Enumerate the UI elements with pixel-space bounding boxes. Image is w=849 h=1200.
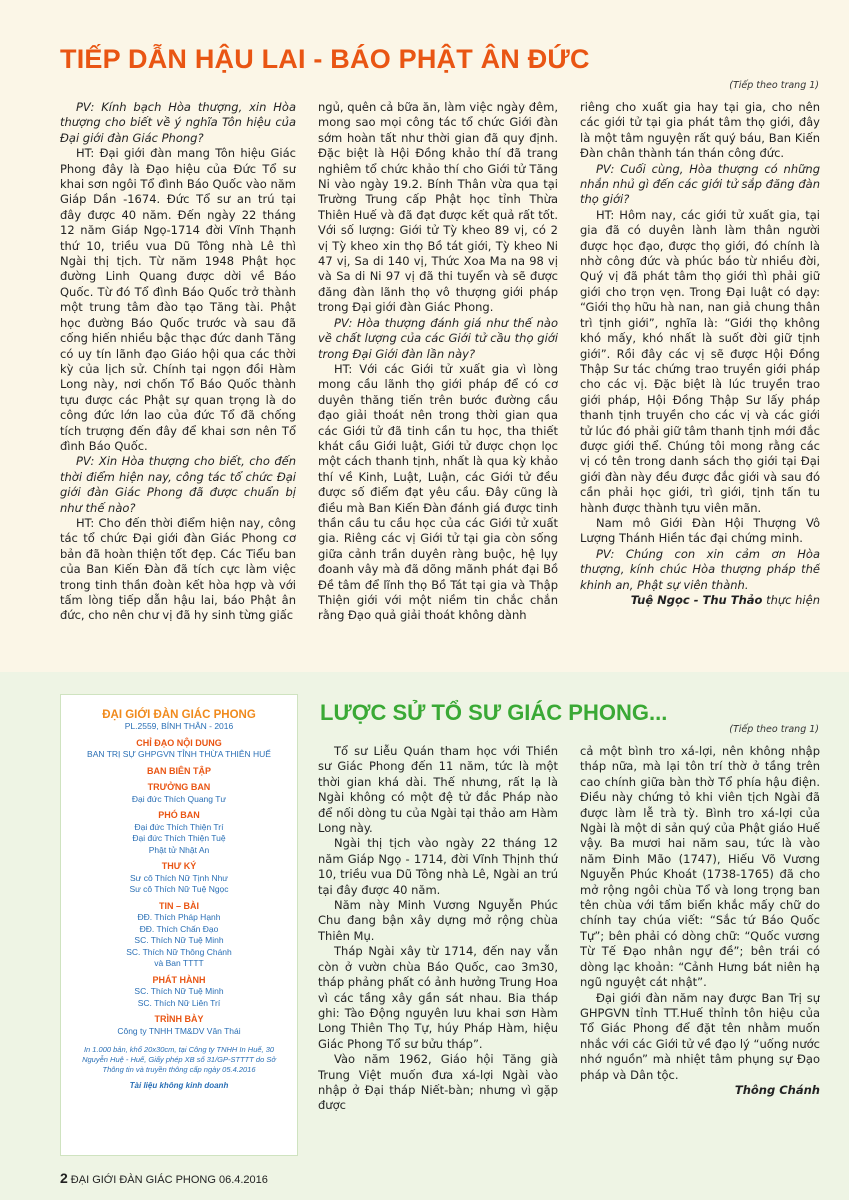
paragraph: ngủ, quên cả bữa ăn, làm việc ngày đêm, mong sao mọi công tác tổ chức Giới đàn sớm hoàn tất như thời gian đã quy định. Đặc biệt là Hội Đồng khảo thí đã trang nghiêm tổ chức khảo thí cho Giới tử Tăng Ni vào ngày 19.2. Bính Thân vừa qua tại Trường Trung cấp Phật học tỉnh Thừa Thiên Huế và đã đạt được kết quả rất tốt. Với số lượng: Giới tử Tỳ kheo 89 vị, có 2 vị Tỳ kheo xin thọ Bồ tát giới, Tỳ kheo Ni 47 vị, Sa di 140 vị, Thức Xoa Ma na 98 vị và Sa di Ni 97 vị đã thi tuyển và sẽ được đăng đàn lãnh thọ vô thượng giới pháp trong Đại giới đàn Giác Phong. [318,100,558,315]
paragraph: Ngài thị tịch vào ngày 22 tháng 12 năm Giáp Ngọ - 1714, đời Vĩnh Thịnh thứ 10, triều vua Dũ Tông nhà Lê, Ngài an trú tại đây được 40 năm. [318,836,558,897]
article1-column-1 [60,100,296,666]
infobox-section-line: Phật tử Nhật An [148,844,210,855]
paragraph: PV: Cuối cùng, Hòa thượng có những nhắn nhủ gì đến các giới tử sắp đăng đàn thọ giới? [580,161,820,207]
infobox-print-note: In 1.000 bản, khổ 20x30cm, tại Công ty TNHH In Huế, 30 Nguyễn Huệ - Huế, Giấy phép XB số 31/GP-STTTT do Sở Thông tin và truyền thông cấp ngày 05.4.2016 [82,1045,276,1074]
article2-title: LƯỢC SỬ TỔ SƯ GIÁC PHONG... [320,700,668,725]
infobox-section-heading: PHÓ BAN [158,810,200,820]
infobox-section-line: và Ban TTTT [154,958,204,968]
article2-column-2 [580,744,820,1154]
paragraph: Năm này Minh Vương Nguyễn Phúc Chu đang bận xây dựng mở rộng chùa Thiên Mụ. [318,898,558,943]
paragraph: cả một bình tro xá-lợi, nên không nhập tháp nữa, mà lại tôn trí thờ ở tầng trên cao chính giữa bàn thờ Tổ phía hậu điện. Điều này chứng tỏ khi viên tịch Ngài đã được làm lễ trà tỳ. Bình tro xá-lợi của Ngài là một di sản quý của Phật giáo Huế vậy. Ba mươi hai năm sau, tức là vào năm Đinh Mão (1747), Hiếu Võ Vương Nguyễn Phúc Khoát (1738-1765) đã cho mở rộng ngôi chùa Tổ và long trọng ban tên chùa với tấm biển khắc mấy chữ do chính tay chúa viết: “Sắc tứ Báo Quốc Tự”; bên phải có dòng chữ: “Quốc vương Từ Tế Đạo nhân ngự đề”; bên trái có dòng lạc khoản: “Cảnh Hưng bát niên hạ ngũ nguyệt cát nhật”. [580,744,820,990]
infobox-free-note: Tài liệu không kinh doanh [129,1081,229,1090]
paragraph: Tháp Ngài xây từ 1714, đến nay vẫn còn ở vườn chùa Báo Quốc, cao 3m30, tháp phảng phất có ảnh hưởng Trung Hoa vì các tầng xây gần sát nhau. Bia tháp ghi: Tào Động nguyên lưu khai sơn Hàm Long Thiên Thọ Tự, húy Pháp Hàm, hiệu Giác Phong Tổ sư bửu tháp”. [318,944,558,1051]
paragraph: HT: Với các Giới tử xuất gia vì lòng mong cầu lãnh thọ giới pháp để có cơ duyên thăng tiến trên bước đường cầu đạo giải thoát nên trong thời gian qua các Giới tử đã tinh cần tu học, tha thiết khát cầu Giới luật, Giới tử được chọn lọc một cách thanh tịnh, nhất là qua kỳ khảo thí về Kinh, Luật, Luận, các Giới tử đều được số điểm đạt yêu cầu. Đây cũng là điều mà Ban Kiến Đàn đánh giá được tinh thần cầu tu cầu học của các Giới tử xuất gia. Riêng các vị Giới tử tại gia còn sống giữa cảnh trần duyên ràng buộc, hệ lụy đoanh vây mà đã dõng mãnh phát đại Bồ Đề tâm để lĩnh thọ Bồ Tát tại gia và Thập Thiện giới với một niềm tin chắc chắn rằng Đạo quả giải thoát không dành [318,361,558,623]
article1-column-3 [580,100,820,666]
infobox-subtitle: PL.2559, BÍNH THÂN - 2016 [124,721,234,731]
paragraph: PV: Hòa thượng đánh giá như thế nào về chất lượng của các Giới tử cầu thọ giới trong Đại Giới đàn lần này? [318,315,558,361]
article1-signature [580,593,820,608]
paragraph: riêng cho xuất gia hay tại gia, cho nên các giới tử tại gia phát tâm thọ giới, đây là một tâm nguyện rất quý báu, Ban Kiến Đàn chân thành tán thán công đức. [580,100,820,161]
infobox-section-line: Sư cô Thích Nữ Tuệ Ngọc [129,884,229,894]
infobox-section-heading: TRƯỞNG BAN [147,782,211,792]
article2-column-1 [318,744,558,1154]
infobox-section-line: Công ty TNHH TM&DV Vân Thái [117,1025,241,1036]
infobox-title: ĐẠI GIỚI ĐÀN GIÁC PHONG [102,709,256,721]
paragraph: Vào năm 1962, Giáo hội Tăng già Trung Việt muốn đưa xá-lợi Ngài vào nhập ở Đại tháp Niết-bàn; nhưng vì gặp được [318,1052,558,1113]
infobox-section-line: Sư cô Thích Nữ Tịnh Như [129,872,228,883]
paragraph: HT: Hôm nay, các giới tử xuất gia, tại gia đã có duyên lành làm thân người được học đạo, được thọ giới, đó chính là nhờ công đức và phúc báo từ nhiều đời, Quý vị đã phát tâm thọ giới thì phải giữ giới cho trọn vẹn. Trong Đại luật có dạy: “Giới thọ hữu hà nan, nan giả chung thân trì tịnh giới”, nghĩa là: “Giới thọ không khó mấy, khó nhất là suốt đời giữ tịnh giới”. Rồi đây các vị sẽ được Hội Đồng Thập Sư tác chứng trao truyền giới pháp cho các vị. Đặc biệt là lúc truyền trao giới pháp, Hội Đồng Thập Sư lấy pháp thanh tịnh truyền cho các vị và các giới tử lúc đó phải giữ tâm thanh tịnh mới đắc được giới thể. Chúng tôi mong rằng các vị có tên trong danh sách thọ giới tại Đại giới đàn này đều được đắc giới và sau đó cần phải học giới, trì giới, tịnh tấn tu hành được thành tựu viên mãn. [580,207,820,515]
article2-continued-note: (Tiếp theo trang 1) [729,724,819,735]
infobox-section-heading: TRÌNH BÀY [154,1014,204,1024]
infobox-section-heading: CHỈ ĐẠO NỘI DUNG [136,737,222,748]
paragraph: Tổ sư Liễu Quán tham học với Thiền sư Giác Phong đến 11 năm, tức là một thời gian khá dài. Thế nhưng, rất lạ là Ngài không có một đệ tử đắc Pháp nào để nối dòng tu của Ngài tại thảo am Hàm Long này. [318,744,558,836]
infobox-section-line: ĐĐ. Thích Pháp Hạnh [137,912,221,922]
page-footer [60,1170,268,1186]
infobox-section-heading: TIN – BÀI [158,900,199,911]
paragraph: HT: Cho đến thời điểm hiện nay, công tác tổ chức Đại giới đàn Giác Phong cơ bản đã hoàn thiện tốt đẹp. Các Tiểu ban của Ban Kiến Đàn đã tích cực làm việc trong tinh thần đoàn kết hòa hợp và với tấm lòng tiếp dẫn hậu lai, báo Phật ân đức, cho nên chư vị đã hy sinh từng giấc [60,515,296,623]
article1-signature-suffix: thực hiện [762,593,820,607]
paragraph: PV: Chúng con xin cảm ơn Hòa thượng, kính chúc Hòa thượng pháp thể khinh an, Phật sự viên thành. [580,546,820,592]
infobox-sections [61,738,297,1038]
paragraph: HT: Đại giới đàn mang Tôn hiệu Giác Phong đây là Đạo hiệu của Đức Tổ sư khai sơn ngôi Tổ đình Báo Quốc vào năm Giáp Dần -1674. Đức Tổ sư an trú tại đây được 40 năm. Đến ngày 22 tháng 12 năm Giáp Ngọ-1714 đời Vĩnh Thạnh thứ 10, triều vua Dũ Tông nhà Lê thì Ngài thị tịch. Từ năm 1948 Phật học đường Linh Quang được dời về Báo Quốc. Từ đó Tổ đình Báo Quốc trở thành một trung tâm đào tạo Tăng tài. Phật học đường Báo Quốc trước và sau đã cống hiến nhiều bậc thạc đức danh Tăng có uy tín lãnh đạo Giáo hội qua các thời kỳ của lịch sử. Chính tại ngọn đồi Hàm Long này, nơi chốn Tổ Báo Quốc thành tựu được các Phật sự quan trọng là do công đức lớn lao của đức Tổ đã chống tích trượng đến đây để khai sơn nên Tổ đình Báo Quốc. [60,146,296,453]
infobox-section-line: SC. Thích Nữ Liên Trí [137,997,221,1008]
paragraph: PV: Xin Hòa thượng cho biết, cho đến thời điểm hiện nay, công tác tổ chức Đại giới đàn Giác Phong đã được chuẩn bị như thế nào? [60,454,296,515]
infobox-section-line: SC. Thích Nữ Tuệ Minh [134,986,224,996]
article2-signature: Thông Chánh [734,1082,820,1097]
page-number: 2 [60,1170,68,1186]
infobox-section-line: BAN TRỊ SỰ GHPGVN TỈNH THỪA THIÊN HUẾ [87,749,271,759]
infobox-section-line: SC. Thích Nữ Thông Chánh [126,946,232,957]
infobox-section-line: SC. Thích Nữ Tuệ Minh [134,935,224,945]
article1-continued-note: (Tiếp theo trang 1) [729,80,819,91]
paragraph: Đại giới đàn năm nay được Ban Trị sự GHPGVN tỉnh TT.Huế thỉnh tôn hiệu của Tổ Giác Phong để đặt tên nhằm muốn nhắc với các Giới tử về đạo lý “uống nước nhớ nguồn” mà nhiệt tâm phụng sự Đạo pháp và Dân tộc. [580,990,820,1082]
infobox-section-line: Đại đức Thích Thiện Tuệ [132,833,226,843]
paragraph: Nam mô Giới Đàn Hội Thượng Vô Lượng Thánh Hiền tác đại chứng minh. [580,515,820,546]
article1-signature-names: Tuệ Ngọc - Thu Thảo [630,593,763,607]
infobox-section-line: Đại đức Thích Quang Tư [131,793,227,804]
footer-text: ĐẠI GIỚI ĐÀN GIÁC PHONG 06.4.2016 [70,1174,268,1186]
infobox-section-line: Đại đức Thích Thiện Trí [134,821,224,832]
paragraph: PV: Kính bạch Hòa thượng, xin Hòa thượng cho biết về ý nghĩa Tôn hiệu của Đại giới đàn Giác Phong? [60,100,296,145]
masthead-infobox [60,694,298,1156]
infobox-section-heading: PHÁT HÀNH [152,974,206,985]
infobox-section-heading: BAN BIÊN TẬP [146,765,211,776]
infobox-section-heading: THƯ KÝ [161,861,197,871]
article1-title: TIẾP DẪN HẬU LAI - BÁO PHẬT ÂN ĐỨC [60,44,590,74]
infobox-section-line: ĐĐ. Thích Chấn Đạo [139,923,219,934]
article1-column-2 [318,100,558,666]
